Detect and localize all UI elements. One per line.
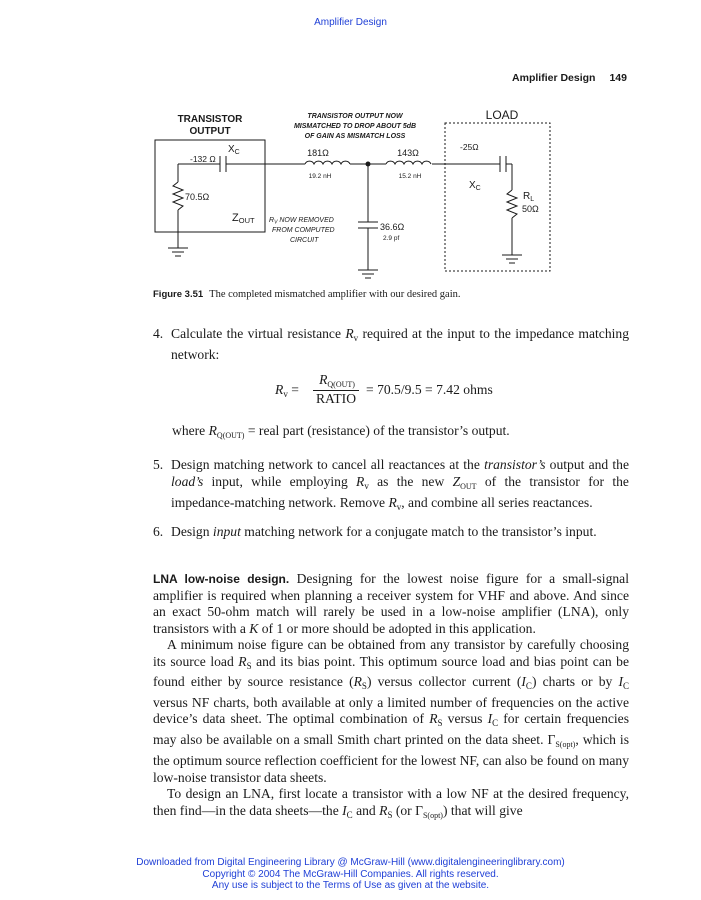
- ind2-value: 143Ω: [397, 148, 419, 158]
- footer-copyright: Copyright © 2004 The McGraw-Hill Companies. All rights reserved.: [202, 868, 499, 880]
- removed-line-3: CIRCUIT: [290, 237, 319, 244]
- load-resistor: [507, 190, 517, 218]
- xc-left: $X_C$: [228, 144, 240, 156]
- step-4: 4. Calculate the virtual resistance $R_v$ required at the input to the impedance matching network:: [153, 326, 629, 362]
- note-line-2: MISMATCHED TO DROP ABOUT 5dB: [293, 123, 417, 130]
- where-line: where $R_{Q(OUT)}$ = real part (resistance) of the transistor’s output.: [172, 423, 510, 440]
- removed-line-1: $R_V$ NOW REMOVED: [269, 217, 334, 226]
- step-4-number: 4.: [153, 326, 164, 341]
- ind2-nh: 15.2 nH: [398, 173, 422, 180]
- transistor-label-1: TRANSISTOR: [177, 114, 243, 125]
- page-number: 149: [609, 72, 627, 84]
- load-label: LOAD: [485, 108, 519, 122]
- step-6: 6. Design input matching network for a conjugate match to the transistor’s input.: [153, 524, 597, 539]
- res-left-value: 70.5Ω: [185, 192, 210, 202]
- footer-download-link[interactable]: Downloaded from Digital Engineering Library @ McGraw-Hill (www.digitalengineeringlibrary.com): [136, 857, 565, 868]
- equation: $R_v$ = $R_{Q(OUT)}$ RATIO = 70.5/9.5 = 7.42 ohms: [275, 372, 493, 406]
- lna-heading: LNA low-noise design.: [153, 572, 290, 586]
- caption-text: The completed mismatched amplifier with our desired gain.: [209, 289, 461, 300]
- cap-left-value: -132 Ω: [190, 154, 216, 164]
- footer: [0, 857, 701, 892]
- rl-label: $R_L$: [523, 191, 535, 203]
- left-resistor: [173, 182, 183, 210]
- lna-paragraph-1: LNA low-noise design. Designing for the lowest noise figure for a small-signal amplifier is required when planning a receiver system for VHF and above. And since an exact 50-ohm match will rarely be used in a low-noise amplifier (LNA), only transistors with a K of 1 or more should be adopted in this application.: [153, 571, 629, 636]
- lna-paragraph-3: To design an LNA, first locate a transistor with a low NF at the desired frequency, then find—in the data sheets—the $I_C$ and $R_S$ (or $\Gamma_{S(opt)}$) that will give: [153, 786, 629, 820]
- junction-dot: [366, 162, 371, 167]
- lna-paragraph-2: A minimum noise figure can be obtained from any transistor by carefully choosing its source load $R_S$ and its bias point. This optimum source load and bias point can be found either by source resistance $(R_S)$ versus collector current $(I_C)$ charts or by $I_C$ versus NF charts, both available at only a limited number of frequencies on the active device’s data sheet. The optimal combination of $R_S$ versus $I_C$ for certain frequencies may also be available on a small Smith chart printed on the data sheet. $\Gamma_{S(opt)}$, which is the optimum source reflection coefficient for the lowest NF, can also be found on many low-noise transistor data sheets.: [153, 637, 630, 785]
- circuit-figure: [140, 100, 560, 285]
- ind1-value: 181Ω: [307, 148, 329, 158]
- rl-value: 50Ω: [522, 204, 539, 214]
- note-line-1: TRANSISTOR OUTPUT NOW: [307, 113, 403, 120]
- running-head: [512, 72, 627, 84]
- removed-line-2: FROM COMPUTED: [272, 227, 335, 234]
- inductor-2: [386, 161, 431, 164]
- transistor-label-2: OUTPUT: [189, 126, 231, 137]
- lna-section: [153, 571, 629, 824]
- zout-label: ZOUT: [232, 212, 255, 225]
- xc-right: $X_C$: [469, 180, 481, 192]
- figure-caption: [153, 289, 461, 300]
- running-title: Amplifier Design: [512, 72, 596, 84]
- step-5: 5. Design matching network to cancel all reactances at the transistor’s output and the load’s input, while employing $R_v$ as the new $Z_{OUT}$ of the transistor for the impedance-matching network. Remove $R_v$, and combine all series reactances.: [153, 457, 630, 512]
- ind1-nh: 19.2 nH: [308, 173, 332, 180]
- caption-label: Figure 3.51: [153, 289, 204, 300]
- footer-terms[interactable]: Any use is subject to the Terms of Use as given at the website.: [211, 880, 490, 891]
- note-line-3: OF GAIN AS MISMATCH LOSS: [304, 133, 406, 140]
- cap-right-value: -25Ω: [460, 142, 479, 152]
- inductor-1: [305, 161, 350, 164]
- shunt-pf: 2.9 pf: [383, 235, 400, 242]
- top-link[interactable]: Amplifier Design: [314, 17, 387, 28]
- shunt-value: 36.6Ω: [380, 222, 405, 232]
